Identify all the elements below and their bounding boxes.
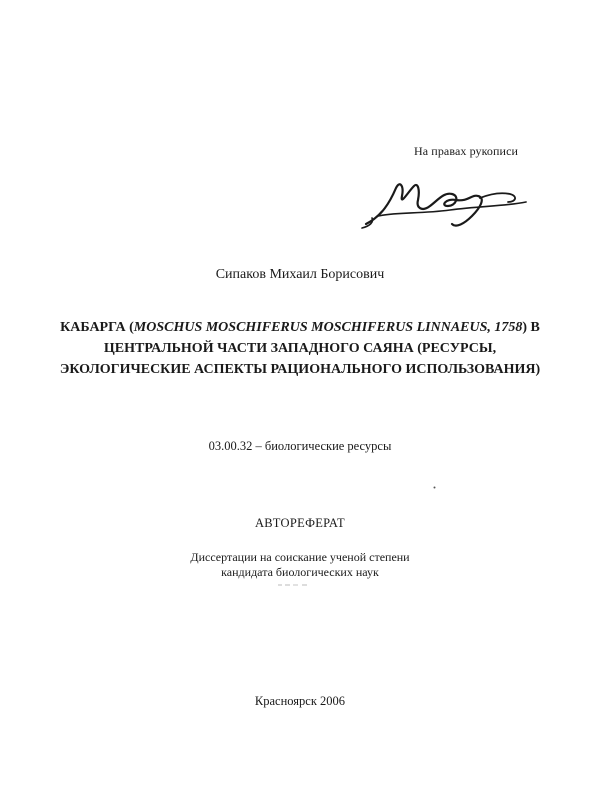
- scan-speck: [433, 486, 436, 489]
- faint-scan-marks: [278, 582, 308, 588]
- thesis-title: [50, 317, 550, 380]
- specialty-code: 03.00.32 – биологические ресурсы: [208, 439, 392, 453]
- city-and-year: Красноярск 2006: [254, 694, 346, 708]
- thesis-title-latin: MOSCHUS MOSCHIFERUS MOSCHIFERUS LINNAEUS, 1758: [133, 320, 523, 335]
- handwritten-signature: [360, 172, 530, 230]
- dissertation-purpose-line1: Диссертации на соискание ученой степени: [190, 550, 410, 564]
- thesis-title-part2: ) В ЦЕНТРАЛЬНОЙ ЧАСТИ ЗАПАДНОГО САЯНА (РЕСУРСЫ, ЭКОЛОГИЧЕСКИЕ АСПЕКТЫ РАЦИОНАЛЬНОГО ИСПОЛЬЗОВАНИЯ): [59, 320, 541, 377]
- thesis-title-part1: КАБАРГА (: [60, 320, 134, 335]
- document-type: АВТОРЕФЕРАТ: [254, 516, 345, 530]
- rights-notice: На правах рукописи: [414, 144, 519, 158]
- dissertation-purpose: [0, 550, 600, 580]
- author-name: Сипаков Михаил Борисович: [215, 267, 385, 282]
- dissertation-purpose-line2: кандидата биологических наук: [221, 565, 379, 579]
